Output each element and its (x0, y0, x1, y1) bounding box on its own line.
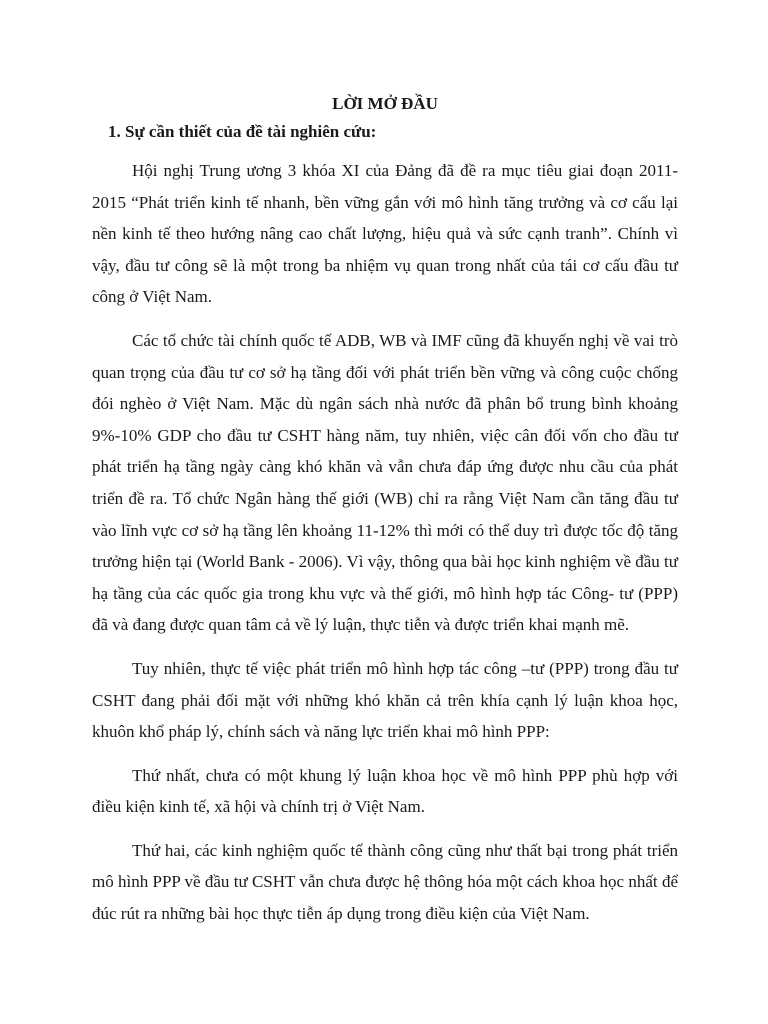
section-heading: 1. Sự cần thiết của đề tài nghiên cứu: (108, 122, 377, 141)
paragraph-1: Hội nghị Trung ương 3 khóa XI của Đảng đã đề ra mục tiêu giai đoạn 2011-2015 “Phát triển kinh tế nhanh, bền vững gắn với mô hình tăng trưởng và cơ cấu lại nền kinh tế theo hướng nâng cao chất lượng, hiệu quả và sức cạnh tranh”. Chính vì vậy, đầu tư công sẽ là một trong ba nhiệm vụ quan trong nhất của tái cơ cấu đầu tư công ở Việt Nam. (92, 161, 678, 307)
paragraph-2: Các tổ chức tài chính quốc tế ADB, WB và IMF cũng đã khuyến nghị về vai trò quan trọng của đầu tư cơ sở hạ tầng đối với phát triển bền vững và công cuộc chống đói nghèo ở Việt Nam. Mặc dù ngân sách nhà nước đã phân bổ trung bình khoảng 9%-10% GDP cho đầu tư CSHT hàng năm, tuy nhiên, việc cân đối vốn cho đầu tư phát triển hạ tầng ngày càng khó khăn và vẫn chưa đáp ứng được nhu cầu của phát triển đề ra. Tổ chức Ngân hàng thế giới (WB) chỉ ra rằng Việt Nam cần tăng đầu tư vào lĩnh vực cơ sở hạ tầng lên khoảng 11-12% thì mới có thể duy trì được tốc độ tăng trưởng hiện tại (World Bank - 2006). Vì vậy, thông qua bài học kinh nghiệm về đầu tư hạ tầng của các quốc gia trong khu vực và thế giới, mô hình hợp tác Công- tư (PPP) đã và đang được quan tâm cả về lý luận, thực tiễn và được triển khai mạnh mẽ. (92, 330, 678, 635)
paragraph-3: Tuy nhiên, thực tế việc phát triển mô hình hợp tác công –tư (PPP) trong đầu tư CSHT đang phải đối mặt với những khó khăn cả trên khía cạnh lý luận khoa học, khuôn khổ pháp lý, chính sách và năng lực triển khai mô hình PPP: (92, 658, 678, 742)
paragraph-5: Thứ hai, các kinh nghiệm quốc tế thành công cũng như thất bại trong phát triển mô hình PPP về đầu tư CSHT vẫn chưa được hệ thông hóa một cách khoa học nhất để đúc rút ra những bài học thực tiễn áp dụng trong điều kiện của Việt Nam. (92, 840, 678, 924)
document-body (92, 91, 678, 942)
paragraph-4: Thứ nhất, chưa có một khung lý luận khoa học về mô hình PPP phù hợp với điều kiện kinh tế, xã hội và chính trị ở Việt Nam. (92, 765, 678, 817)
document-title: LỜI MỞ ĐẦU (332, 94, 438, 113)
